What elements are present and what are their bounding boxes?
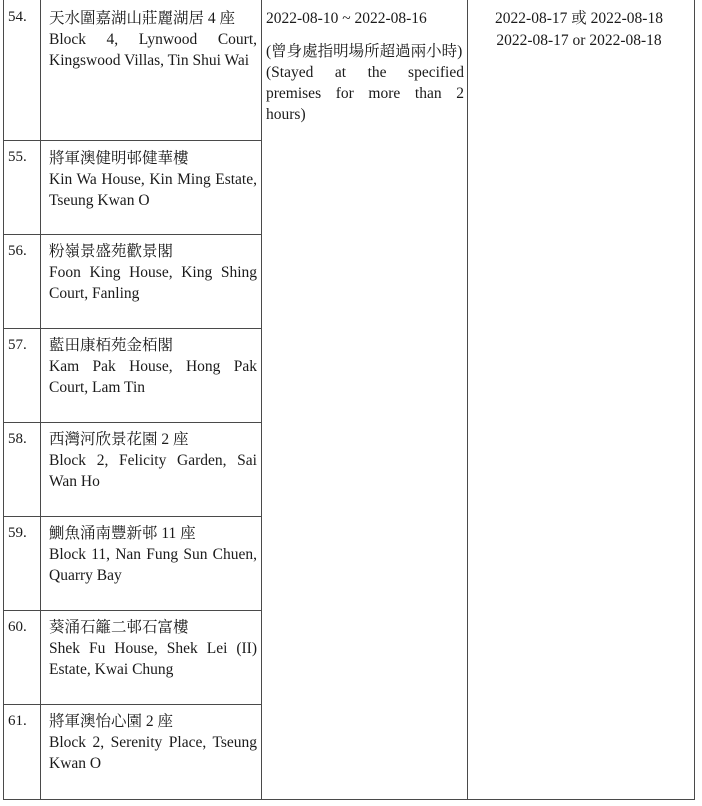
table-border-right <box>694 0 695 800</box>
location-cell <box>49 335 257 398</box>
location-name-zh: 粉嶺景盛苑歡景閣 <box>49 243 174 260</box>
row-number: 60. <box>8 619 27 635</box>
row-divider <box>3 140 261 141</box>
row-number: 54. <box>8 9 27 25</box>
column-divider-dates <box>467 0 468 800</box>
location-name-zh: 將軍澳健明邨健華樓 <box>49 150 189 167</box>
row-number: 55. <box>8 149 27 165</box>
location-cell <box>49 148 257 211</box>
stay-note-zh: (曾身處指明場所超過兩小時) <box>266 43 463 60</box>
location-name-zh: 將軍澳怡心園 2 座 <box>49 713 174 730</box>
row-divider <box>3 610 261 611</box>
location-name-en: Shek Fu House, Shek Lei (II) Estate, Kwai Chung <box>49 640 257 678</box>
location-name-en: Block 4, Lynwood Court, Kingswood Villas, Tin Shui Wai <box>49 31 257 69</box>
location-name-zh: 葵涌石籬二邨石富樓 <box>49 619 189 636</box>
row-divider <box>3 704 261 705</box>
test-date-cell <box>470 8 688 52</box>
location-cell <box>49 241 257 304</box>
location-name-en: Block 11, Nan Fung Sun Chuen, Quarry Bay <box>49 546 257 584</box>
test-date-en: 2022-08-17 or 2022-08-18 <box>496 32 662 49</box>
row-divider <box>3 328 261 329</box>
row-divider <box>3 234 261 235</box>
location-name-en: Kam Pak House, Hong Pak Court, Lam Tin <box>49 358 257 396</box>
row-number: 56. <box>8 243 27 259</box>
location-name-zh: 西灣河欣景花園 2 座 <box>49 431 189 448</box>
row-number: 58. <box>8 431 27 447</box>
location-cell <box>49 711 257 774</box>
location-name-zh: 藍田康栢苑金栢閣 <box>49 337 174 354</box>
row-number: 57. <box>8 337 27 353</box>
location-cell <box>49 523 257 586</box>
stay-note-en: (Stayed at the specified premises for more than 2 hours) <box>266 64 464 123</box>
test-date-zh: 2022-08-17 或 2022-08-18 <box>495 10 663 27</box>
date-range: 2022-08-10 ~ 2022-08-16 <box>266 10 427 27</box>
location-name-en: Block 2, Felicity Garden, Sai Wan Ho <box>49 452 257 490</box>
column-divider-number <box>40 0 41 800</box>
location-name-zh: 鰂魚涌南豐新邨 11 座 <box>49 525 196 542</box>
location-name-en: Foon King House, King Shing Court, Fanling <box>49 264 257 302</box>
location-name-en: Kin Wa House, Kin Ming Estate, Tseung Kwan O <box>49 171 257 209</box>
date-range-cell <box>266 8 464 125</box>
row-divider <box>3 516 261 517</box>
location-cell <box>49 429 257 492</box>
table-border-left <box>3 0 4 800</box>
table-border-bottom <box>3 799 695 800</box>
location-name-en: Block 2, Serenity Place, Tseung Kwan O <box>49 734 257 772</box>
location-cell <box>49 8 257 71</box>
location-name-zh: 天水圍嘉湖山莊麗湖居 4 座 <box>49 10 236 27</box>
row-number: 59. <box>8 525 27 541</box>
location-cell <box>49 617 257 680</box>
row-divider <box>3 422 261 423</box>
row-number: 61. <box>8 713 27 729</box>
column-divider-location <box>261 0 262 800</box>
